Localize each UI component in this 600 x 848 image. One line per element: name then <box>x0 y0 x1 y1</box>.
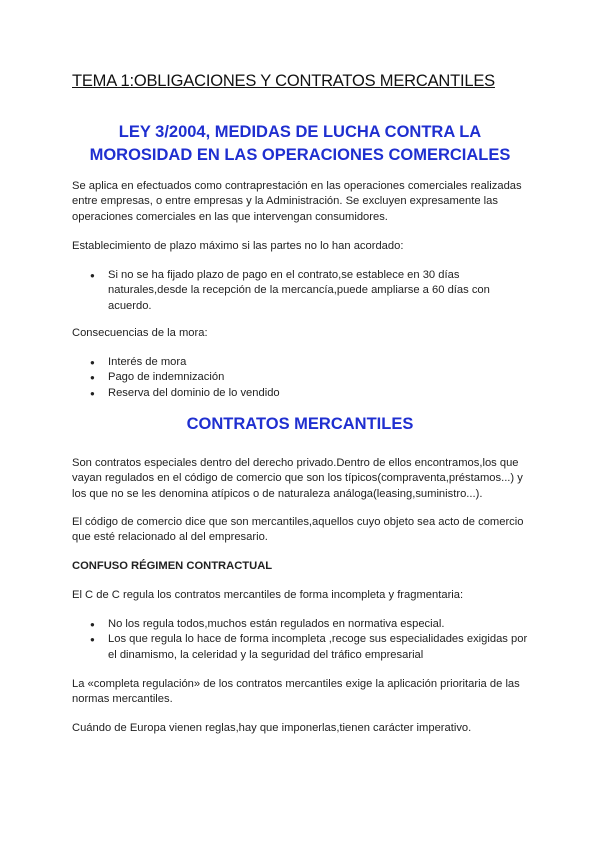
list-item: ● Interés de mora <box>90 355 530 370</box>
list-item: ● Si no se ha fijado plazo de pago en el contrato,se establece en 30 días naturales,desde la recepción de la mercancía,puede ampliarse a 60 días con acuerdo. <box>90 268 530 314</box>
contracts-paragraph-1: Son contratos especiales dentro del derecho privado.Dentro de ellos encontramos,los que vayan regulados en el código de comercio que son los típicos(compraventa,préstamos...) y los que no se les denomina atípicos o de naturaleza análoga(leasing,suministro...). <box>72 457 523 500</box>
list-item: ● Pago de indemnización <box>90 370 530 385</box>
regulation-paragraph: La «completa regulación» de los contratos mercantiles exige la aplicación prioritaria de las normas mercantiles. <box>72 678 520 706</box>
law-heading-line1: LEY 3/2004, MEDIDAS DE LUCHA CONTRA LA <box>118 123 482 141</box>
document-title: TEMA 1:OBLIGACIONES Y CONTRATOS MERCANTILES <box>72 72 495 90</box>
law-intro-paragraph: Se aplica en efectuados como contraprestación en las operaciones comerciales realizadas entre empresas, o entre empresas y la Administración. Se excluyen expresamente las operaciones comerciales en las que intervengan consumidores. <box>72 180 522 223</box>
mora-label: Consecuencias de la mora: <box>72 327 208 339</box>
law-heading-line2: MOROSIDAD EN LAS OPERACIONES COMERCIALES <box>89 146 511 164</box>
regimen-paragraph: El C de C regula los contratos mercantiles de forma incompleta y fragmentaria: <box>72 589 464 601</box>
plazo-label: Establecimiento de plazo máximo si las partes no lo han acordado: <box>72 240 404 252</box>
regimen-list <box>90 617 530 663</box>
regimen-subheading: CONFUSO RÉGIMEN CONTRACTUAL <box>72 560 273 572</box>
contracts-heading: CONTRATOS MERCANTILES <box>186 415 414 433</box>
list-item: ● Los que regula lo hace de forma incompleta ,recoge sus especialidades exigidas por el dinamismo, la celeridad y la seguridad del tráfico empresarial <box>90 632 530 663</box>
list-item: ● Reserva del dominio de lo vendido <box>90 386 530 401</box>
contracts-paragraph-2: El código de comercio dice que son mercantiles,aquellos cuyo objeto sea acto de comercio que esté relacionado al del empresario. <box>72 516 524 544</box>
law-heading <box>0 121 600 167</box>
mora-list <box>90 355 530 401</box>
europe-paragraph: Cuándo de Europa vienen reglas,hay que imponerlas,tienen carácter imperativo. <box>72 722 472 734</box>
list-item: ● No los regula todos,muchos están regulados en normativa especial. <box>90 617 530 632</box>
plazo-list <box>90 268 530 314</box>
